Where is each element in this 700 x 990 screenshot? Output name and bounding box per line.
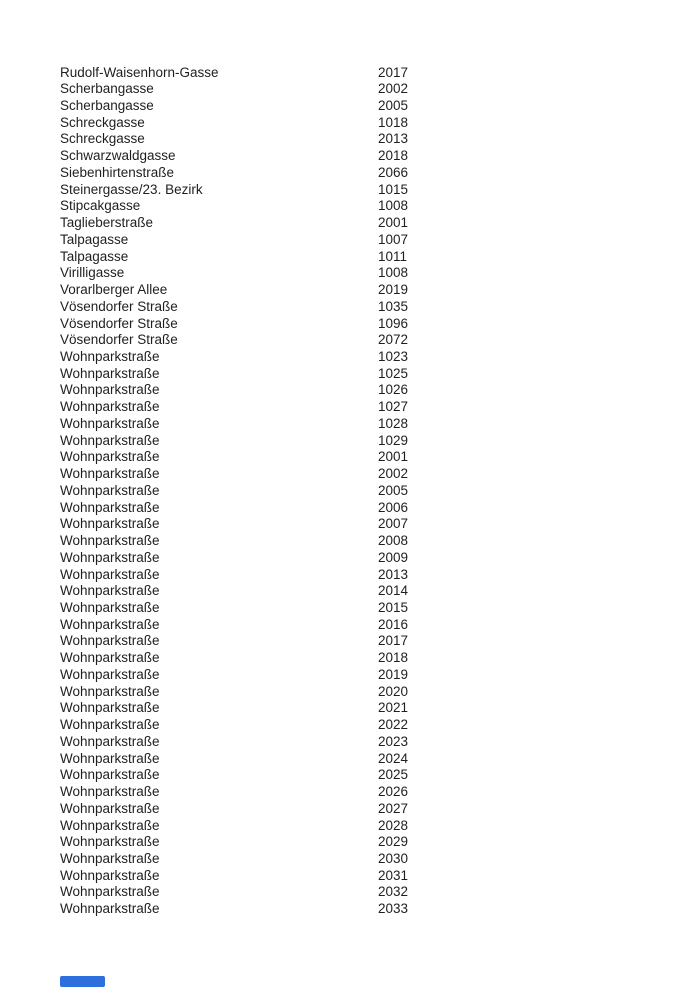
street-name-cell: Wohnparkstraße bbox=[60, 784, 160, 800]
number-cell: 2024 bbox=[378, 750, 409, 766]
street-name-cell: Wohnparkstraße bbox=[60, 700, 160, 716]
number-cell: 2026 bbox=[378, 784, 409, 800]
table-row bbox=[60, 516, 640, 533]
table-row bbox=[60, 884, 640, 901]
table-row bbox=[60, 466, 640, 483]
number-cell: 2001 bbox=[378, 215, 409, 231]
number-cell: 2027 bbox=[378, 800, 409, 816]
table-row bbox=[60, 382, 640, 399]
number-cell: 2016 bbox=[378, 616, 409, 632]
table-row bbox=[60, 533, 640, 550]
street-name-cell: Talpagasse bbox=[60, 248, 129, 264]
street-name-cell: Wohnparkstraße bbox=[60, 800, 160, 816]
street-name-cell: Wohnparkstraße bbox=[60, 516, 160, 532]
number-cell: 1028 bbox=[378, 415, 409, 431]
number-cell: 2025 bbox=[378, 767, 409, 783]
number-cell: 2028 bbox=[378, 817, 409, 833]
street-name-cell: Wohnparkstraße bbox=[60, 616, 160, 632]
table-row bbox=[60, 148, 640, 165]
table-row bbox=[60, 366, 640, 383]
street-name-cell: Vorarlberger Allee bbox=[60, 282, 168, 298]
number-cell: 2032 bbox=[378, 884, 409, 900]
table-row bbox=[60, 299, 640, 316]
table-row bbox=[60, 550, 640, 567]
street-name-cell: Rudolf-Waisenhorn-Gasse bbox=[60, 64, 219, 80]
table-row bbox=[60, 801, 640, 818]
table-row bbox=[60, 633, 640, 650]
number-cell: 2006 bbox=[378, 499, 409, 515]
street-name-cell: Taglieberstraße bbox=[60, 215, 154, 231]
table-row bbox=[60, 433, 640, 450]
number-cell: 2023 bbox=[378, 733, 409, 749]
table-row bbox=[60, 131, 640, 148]
number-cell: 2019 bbox=[378, 666, 409, 682]
street-name-cell: Vösendorfer Straße bbox=[60, 315, 178, 331]
number-cell: 2018 bbox=[378, 650, 409, 666]
table-row bbox=[60, 667, 640, 684]
number-cell: 2022 bbox=[378, 717, 409, 733]
number-cell: 2072 bbox=[378, 332, 409, 348]
street-name-cell: Wohnparkstraße bbox=[60, 482, 160, 498]
street-name-cell: Wohnparkstraße bbox=[60, 399, 160, 415]
number-cell: 2020 bbox=[378, 683, 409, 699]
table-row bbox=[60, 834, 640, 851]
street-name-cell: Wohnparkstraße bbox=[60, 432, 160, 448]
table-row bbox=[60, 332, 640, 349]
street-name-cell: Wohnparkstraße bbox=[60, 650, 160, 666]
street-name-cell: Wohnparkstraße bbox=[60, 600, 160, 615]
table-row bbox=[60, 316, 640, 333]
number-cell: 2013 bbox=[378, 131, 409, 147]
table-row bbox=[60, 784, 640, 801]
number-cell: 2030 bbox=[378, 851, 409, 867]
number-cell: 2018 bbox=[378, 148, 409, 164]
number-cell: 1029 bbox=[378, 432, 409, 448]
number-cell: 1015 bbox=[378, 181, 409, 197]
street-name-cell: Scherbangasse bbox=[60, 81, 154, 97]
number-cell: 1011 bbox=[378, 248, 408, 264]
table-row bbox=[60, 265, 640, 282]
number-cell: 1035 bbox=[378, 298, 409, 314]
number-cell: 1018 bbox=[378, 114, 409, 130]
street-name-cell: Talpagasse bbox=[60, 231, 129, 247]
partial-blue-element[interactable] bbox=[60, 976, 105, 987]
number-cell: 2017 bbox=[378, 64, 409, 80]
number-cell: 1096 bbox=[378, 315, 409, 331]
table-row bbox=[60, 198, 640, 215]
number-cell: 2002 bbox=[378, 466, 409, 482]
table-row bbox=[60, 500, 640, 517]
street-name-cell: Wohnparkstraße bbox=[60, 750, 160, 766]
street-name-cell: Wohnparkstraße bbox=[60, 583, 160, 599]
number-cell: 2013 bbox=[378, 566, 409, 582]
number-cell: 2021 bbox=[378, 700, 409, 716]
street-name-cell: Stipcakgasse bbox=[60, 198, 141, 214]
number-cell: 1025 bbox=[378, 365, 409, 381]
street-name-cell: Wohnparkstraße bbox=[60, 851, 160, 867]
table-row bbox=[60, 818, 640, 835]
street-name-cell: Wohnparkstraße bbox=[60, 348, 160, 364]
table-row bbox=[60, 416, 640, 433]
table-row bbox=[60, 617, 640, 634]
street-name-cell: Wohnparkstraße bbox=[60, 633, 160, 649]
table-row bbox=[60, 600, 640, 617]
street-number-list bbox=[60, 65, 640, 918]
street-name-cell: Wohnparkstraße bbox=[60, 683, 160, 699]
number-cell: 2001 bbox=[378, 449, 409, 465]
street-name-cell: Wohnparkstraße bbox=[60, 901, 160, 917]
table-row bbox=[60, 751, 640, 768]
street-name-cell: Wohnparkstraße bbox=[60, 533, 160, 549]
street-name-cell: Siebenhirtenstraße bbox=[60, 164, 175, 180]
street-name-cell: Virilligasse bbox=[60, 265, 125, 281]
number-cell: 2066 bbox=[378, 164, 409, 180]
table-row bbox=[60, 115, 640, 132]
number-cell: 2008 bbox=[378, 533, 409, 549]
street-name-cell: Wohnparkstraße bbox=[60, 382, 160, 398]
table-row bbox=[60, 249, 640, 266]
table-row bbox=[60, 734, 640, 751]
table-row bbox=[60, 215, 640, 232]
table-row bbox=[60, 868, 640, 885]
table-row bbox=[60, 851, 640, 868]
street-name-cell: Wohnparkstraße bbox=[60, 499, 160, 515]
number-cell: 1023 bbox=[378, 348, 409, 364]
table-row bbox=[60, 282, 640, 299]
street-name-cell: Wohnparkstraße bbox=[60, 834, 160, 850]
table-row bbox=[60, 684, 640, 701]
table-row bbox=[60, 583, 640, 600]
table-row bbox=[60, 767, 640, 784]
street-name-cell: Wohnparkstraße bbox=[60, 549, 160, 565]
number-cell: 2005 bbox=[378, 482, 409, 498]
number-cell: 2019 bbox=[378, 282, 409, 298]
street-name-cell: Wohnparkstraße bbox=[60, 717, 160, 733]
number-cell: 2031 bbox=[378, 867, 409, 883]
street-name-cell: Scherbangasse bbox=[60, 97, 154, 113]
number-cell: 2014 bbox=[378, 583, 409, 599]
street-name-cell: Schreckgasse bbox=[60, 114, 145, 130]
number-cell: 2005 bbox=[378, 97, 409, 113]
number-cell: 2007 bbox=[378, 516, 409, 532]
number-cell: 2002 bbox=[378, 81, 409, 97]
number-cell: 2029 bbox=[378, 834, 409, 850]
street-name-cell: Schreckgasse bbox=[60, 131, 145, 147]
street-name-cell: Wohnparkstraße bbox=[60, 466, 160, 482]
street-name-cell: Wohnparkstraße bbox=[60, 415, 160, 431]
table-row bbox=[60, 165, 640, 182]
street-name-cell: Schwarzwaldgasse bbox=[60, 148, 176, 164]
table-row bbox=[60, 81, 640, 98]
street-name-cell: Vösendorfer Straße bbox=[60, 332, 178, 348]
table-row bbox=[60, 567, 640, 584]
number-cell: 2017 bbox=[378, 633, 409, 649]
table-row bbox=[60, 717, 640, 734]
number-cell: 1026 bbox=[378, 382, 409, 398]
street-name-cell: Wohnparkstraße bbox=[60, 867, 160, 883]
table-row bbox=[60, 483, 640, 500]
table-row bbox=[60, 65, 640, 82]
table-row bbox=[60, 98, 640, 115]
street-name-cell: Wohnparkstraße bbox=[60, 733, 160, 749]
number-cell: 1008 bbox=[378, 198, 409, 214]
table-row bbox=[60, 399, 640, 416]
number-cell: 1027 bbox=[378, 399, 409, 415]
street-name-cell: Steinergasse/23. Bezirk bbox=[60, 181, 203, 197]
table-row bbox=[60, 182, 640, 199]
street-name-cell: Wohnparkstraße bbox=[60, 365, 160, 381]
table-row bbox=[60, 650, 640, 667]
street-name-cell: Wohnparkstraße bbox=[60, 449, 160, 465]
table-row bbox=[60, 449, 640, 466]
table-row bbox=[60, 349, 640, 366]
number-cell: 2009 bbox=[378, 549, 409, 565]
street-name-cell: Vösendorfer Straße bbox=[60, 298, 178, 314]
street-name-cell: Wohnparkstraße bbox=[60, 817, 160, 833]
street-name-cell: Wohnparkstraße bbox=[60, 666, 160, 682]
table-row bbox=[60, 232, 640, 249]
table-row bbox=[60, 901, 640, 918]
street-name-cell: Wohnparkstraße bbox=[60, 884, 160, 900]
number-cell: 1008 bbox=[378, 265, 409, 281]
street-name-cell: Wohnparkstraße bbox=[60, 767, 160, 783]
number-cell: 1007 bbox=[378, 231, 409, 247]
street-name-cell: Wohnparkstraße bbox=[60, 566, 160, 582]
table-row bbox=[60, 700, 640, 717]
number-cell: 2033 bbox=[378, 901, 409, 917]
number-cell: 2015 bbox=[378, 600, 409, 615]
